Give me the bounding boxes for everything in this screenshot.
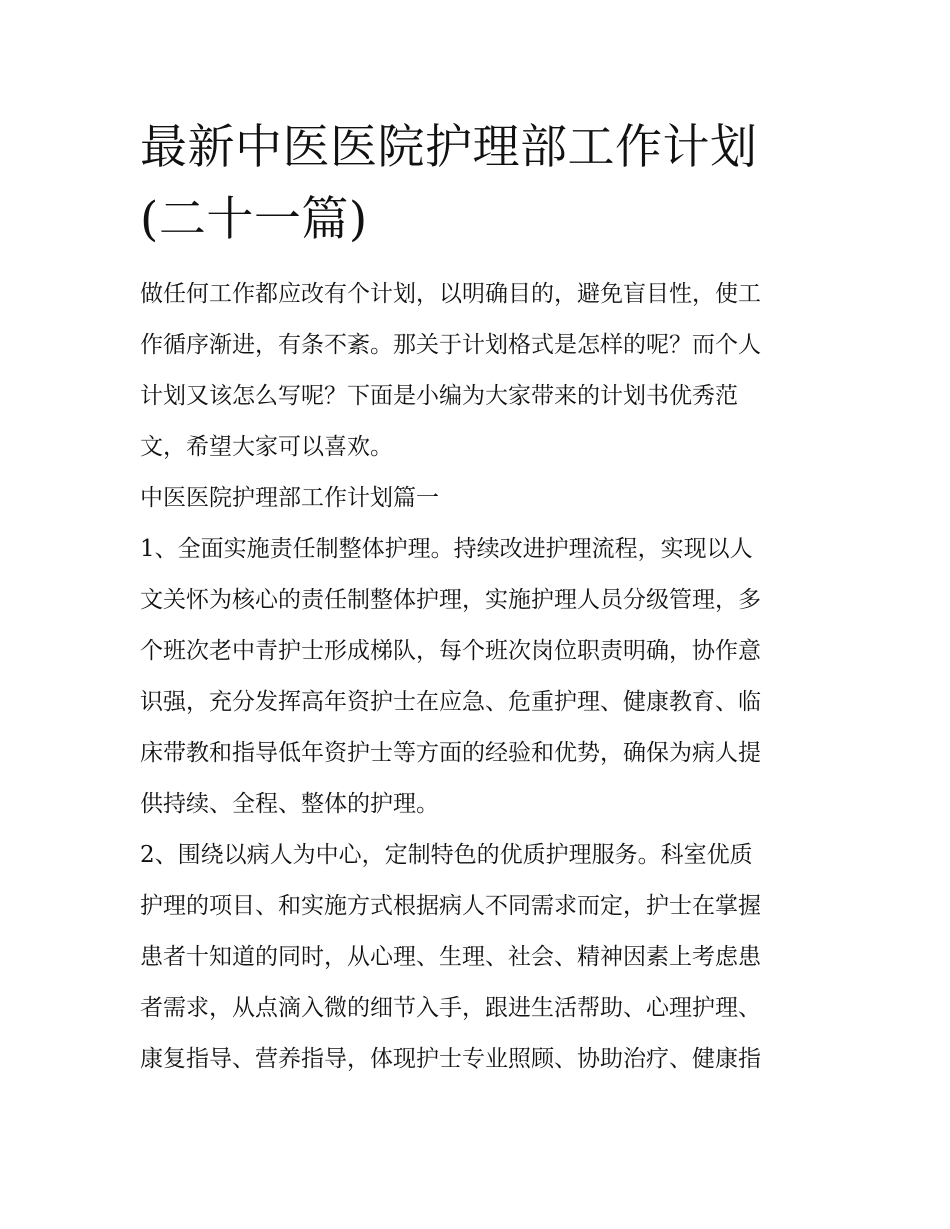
section-heading-text: 中医医院护理部工作计划篇一 bbox=[140, 485, 439, 511]
item-1-line: 文关怀为核心的责任制整体护理，实施护理人员分级管理，多 bbox=[140, 587, 761, 613]
item-1-line: 1、全面实施责任制整体护理。持续改进护理流程，实现以人 bbox=[140, 536, 753, 562]
section-heading bbox=[140, 473, 812, 524]
intro-line: 计划又该怎么写呢？下面是小编为大家带来的计划书优秀范 bbox=[140, 383, 738, 409]
document-content bbox=[140, 112, 812, 1085]
intro-line: 文，希望大家可以喜欢。 bbox=[140, 434, 393, 460]
intro-line: 做任何工作都应改有个计划，以明确目的，避免盲目性，使工 bbox=[140, 281, 761, 307]
item-2-line: 患者十知道的同时，从心理、生理、社会、精神因素上考虑患 bbox=[140, 944, 761, 970]
item-1-paragraph bbox=[140, 524, 812, 830]
item-1-line: 识强，充分发挥高年资护士在应急、危重护理、健康教育、临 bbox=[140, 689, 761, 715]
item-2-line: 康复指导、营养指导，体现护士专业照顾、协助治疗、健康指 bbox=[140, 1046, 761, 1072]
item-2-line: 2、围绕以病人为中心，定制特色的优质护理服务。科室优质 bbox=[140, 842, 753, 868]
title-line-2: (二十一篇) bbox=[140, 192, 368, 247]
item-1-line: 个班次老中青护士形成梯队，每个班次岗位职责明确，协作意 bbox=[140, 638, 761, 664]
document-body bbox=[140, 269, 812, 1085]
intro-paragraph bbox=[140, 269, 812, 473]
item-2-line: 者需求，从点滴入微的细节入手，跟进生活帮助、心理护理、 bbox=[140, 995, 761, 1021]
title-line-1: 最新中医医院护理部工作计划 bbox=[140, 120, 758, 175]
item-1-line: 供持续、全程、整体的护理。 bbox=[140, 791, 439, 817]
intro-line: 作循序渐进，有条不紊。那关于计划格式是怎样的呢？而个人 bbox=[140, 332, 761, 358]
item-2-paragraph bbox=[140, 830, 812, 1085]
item-2-line: 护理的项目、和实施方式根据病人不同需求而定，护士在掌握 bbox=[140, 893, 761, 919]
document-title bbox=[140, 112, 812, 256]
item-1-line: 床带教和指导低年资护士等方面的经验和优势，确保为病人提 bbox=[140, 740, 761, 766]
